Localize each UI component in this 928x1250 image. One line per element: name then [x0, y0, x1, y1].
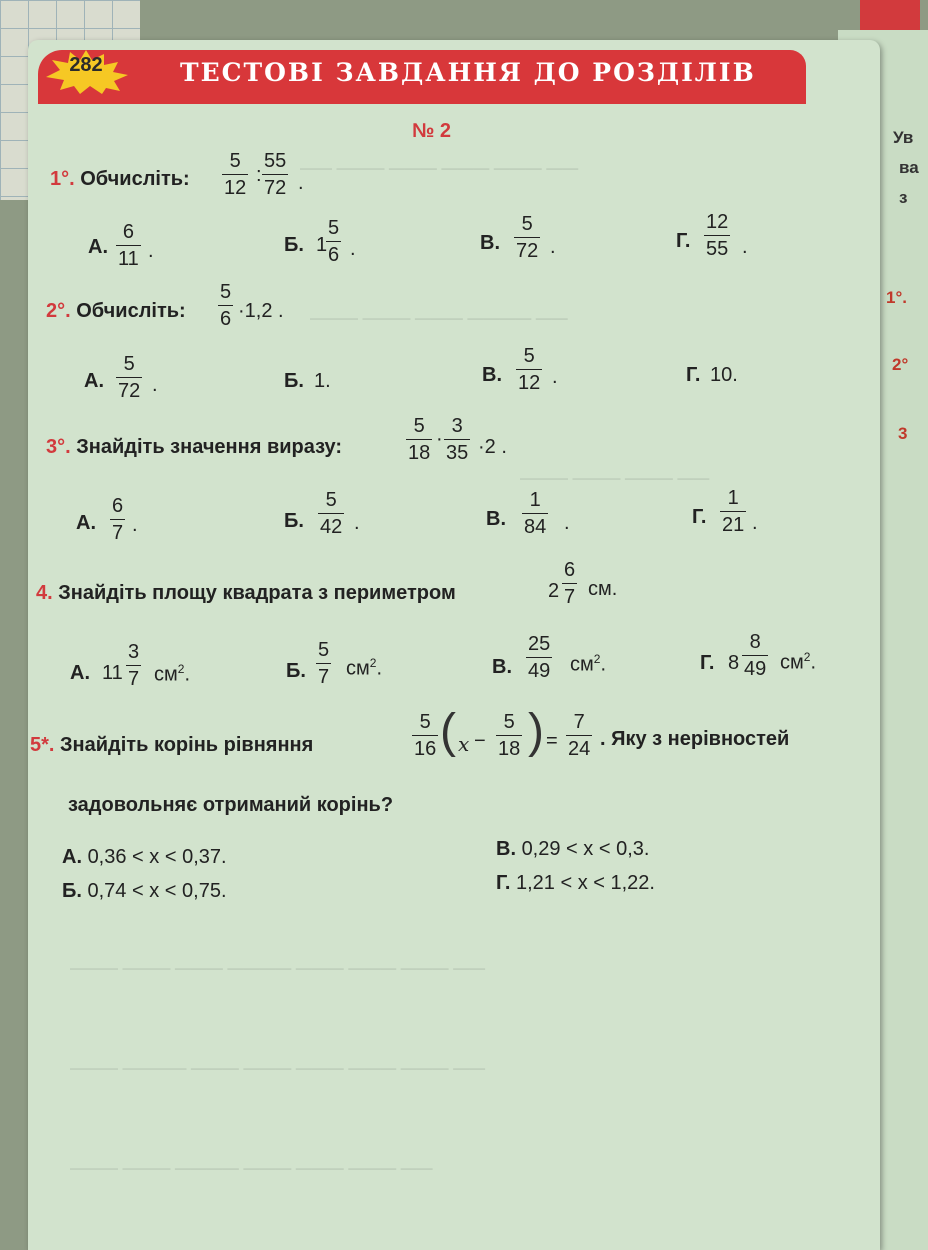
right-margin-text: 3 — [898, 424, 908, 443]
option-label: А. — [76, 512, 96, 534]
punct: . — [132, 514, 138, 536]
show-through-text: —— ——— ——— ——— ——— —— — [300, 161, 579, 178]
right-paren: ) — [528, 705, 544, 758]
option-label: Г. — [692, 506, 707, 528]
question-number: 1°. — [50, 168, 75, 190]
expression-tail: ·1,2 . — [238, 300, 284, 322]
punct: . — [752, 512, 758, 534]
option-value: 1. — [314, 370, 331, 392]
question-number: 5*. — [30, 734, 55, 756]
option-label: В. — [482, 364, 502, 386]
question-number: 4. — [36, 582, 53, 604]
left-paren: ( — [440, 705, 456, 758]
option-label: А. — [84, 370, 104, 392]
punct: . — [354, 512, 360, 534]
option-label: Г. — [700, 652, 715, 674]
mixed-whole: 2 — [548, 580, 560, 602]
punct: . — [742, 236, 748, 258]
option-label: В. — [480, 232, 500, 254]
question-2 — [46, 300, 186, 323]
right-margin-text: 2° — [892, 355, 909, 374]
unit: см. — [588, 578, 618, 600]
mixed-whole: 8 — [728, 652, 740, 674]
mixed-whole: 1 — [316, 234, 328, 256]
fraction: $\frac{55}{72}$ — [264, 150, 287, 199]
unit: $см^2$. — [346, 656, 382, 680]
fraction: $\frac{3}{7}$ — [128, 641, 140, 690]
punct: . — [152, 374, 158, 396]
option: В. 0,29 < x < 0,3. — [496, 838, 650, 860]
question-number: 2°. — [46, 300, 71, 322]
option-label: Б. — [284, 370, 304, 392]
question-text: Знайдіть значення виразу: — [76, 436, 343, 458]
question-4 — [36, 582, 456, 605]
operator: · — [436, 428, 443, 450]
fraction: $\frac{5}{16}$ — [414, 711, 437, 760]
question-text: . Яку з нерівностей — [600, 728, 790, 750]
option-label: Б. — [286, 660, 306, 682]
question-text: Знайдіть площу квадрата з периметром — [58, 582, 456, 604]
punct: . — [148, 240, 154, 262]
fraction: $\frac{6}{11}$ — [118, 221, 139, 270]
right-margin-text: ва — [899, 158, 919, 177]
fraction: $\frac{5}{7}$ — [318, 639, 330, 688]
option-label: А. — [70, 662, 90, 684]
fraction: $\frac{5}{6}$ — [328, 217, 340, 266]
fraction: $\frac{5}{42}$ — [320, 489, 343, 538]
fraction: $\frac{1}{21}$ — [722, 487, 745, 536]
option: Г. 1,21 < x < 1,22. — [496, 872, 655, 894]
question-text: Обчисліть: — [76, 300, 186, 322]
fraction: $\frac{5}{72}$ — [118, 353, 141, 402]
fraction: $\frac{3}{35}$ — [446, 415, 469, 464]
fraction: $\frac{12}{55}$ — [706, 211, 729, 260]
operator: = — [546, 730, 558, 752]
option-label: Б. — [284, 510, 304, 532]
fraction: $\frac{5}{12}$ — [224, 150, 247, 199]
operator: : — [256, 164, 262, 186]
right-margin-text: Ув — [893, 128, 914, 147]
question-number: 3°. — [46, 436, 71, 458]
option: Б. 0,74 < x < 0,75. — [62, 880, 227, 902]
question-text: задовольняє отриманий корінь? — [68, 794, 394, 816]
question-3 — [46, 436, 342, 459]
fraction: $\frac{5}{72}$ — [516, 213, 539, 262]
fraction: $\frac{8}{49}$ — [744, 631, 767, 680]
question-1 — [50, 168, 190, 191]
fraction: $\frac{1}{84}$ — [524, 489, 547, 538]
option-label: Г. — [676, 230, 691, 252]
option-label: Г. — [686, 364, 701, 386]
show-through-text: ——— ——— ——— —— — [520, 471, 710, 488]
operator: − — [474, 730, 486, 752]
mixed-whole: 11 — [102, 662, 123, 684]
unit: $см^2$. — [780, 650, 816, 674]
fraction: $\frac{6}{7}$ — [112, 495, 124, 544]
question-5 — [30, 734, 313, 757]
fraction: $\frac{6}{7}$ — [564, 559, 576, 608]
right-margin-text: з — [899, 188, 908, 207]
punct: . — [550, 236, 556, 258]
show-through-text: ——— ———— ——— ——— ——— ——— ——— —— — [70, 1061, 486, 1078]
fraction: $\frac{25}{49}$ — [528, 633, 551, 682]
option: А. 0,36 < x < 0,37. — [62, 846, 227, 868]
expression-tail: ·2 . — [478, 436, 507, 458]
question-text: Знайдіть корінь рівняння — [60, 734, 314, 756]
option-label: В. — [492, 656, 512, 678]
punct: . — [298, 172, 304, 194]
fraction: $\frac{5}{18}$ — [408, 415, 431, 464]
punct: . — [552, 366, 558, 388]
fraction: $\frac{7}{24}$ — [568, 711, 591, 760]
show-through-text: ——— ——— ———— ——— ——— ——— —— — [70, 1161, 433, 1178]
fraction: $\frac{5}{12}$ — [518, 345, 541, 394]
right-margin-text: 1°. — [886, 288, 907, 307]
fraction: $\frac{5}{6}$ — [220, 281, 232, 330]
unit: $см^2$. — [570, 652, 606, 676]
fraction: $\frac{5}{18}$ — [498, 711, 521, 760]
option-label: В. — [486, 508, 506, 530]
option-label: Б. — [284, 234, 304, 256]
option-label: А. — [88, 236, 108, 258]
punct: . — [564, 512, 570, 534]
question-text: Обчисліть: — [80, 168, 190, 190]
section-number: № 2 — [412, 120, 451, 142]
header-title: ТЕСТОВІ ЗАВДАННЯ ДО РОЗДІЛІВ — [180, 58, 756, 87]
punct: . — [350, 238, 356, 260]
option-value: 10. — [710, 364, 738, 386]
page-number: 282 — [69, 54, 103, 76]
show-through-text: ——— ——— ——— ———— —— — [310, 311, 568, 328]
show-through-text: ——— ——— ——— ———— ——— ——— ——— —— — [70, 961, 486, 978]
variable: x — [458, 732, 470, 756]
unit: $см^2$. — [154, 662, 190, 686]
